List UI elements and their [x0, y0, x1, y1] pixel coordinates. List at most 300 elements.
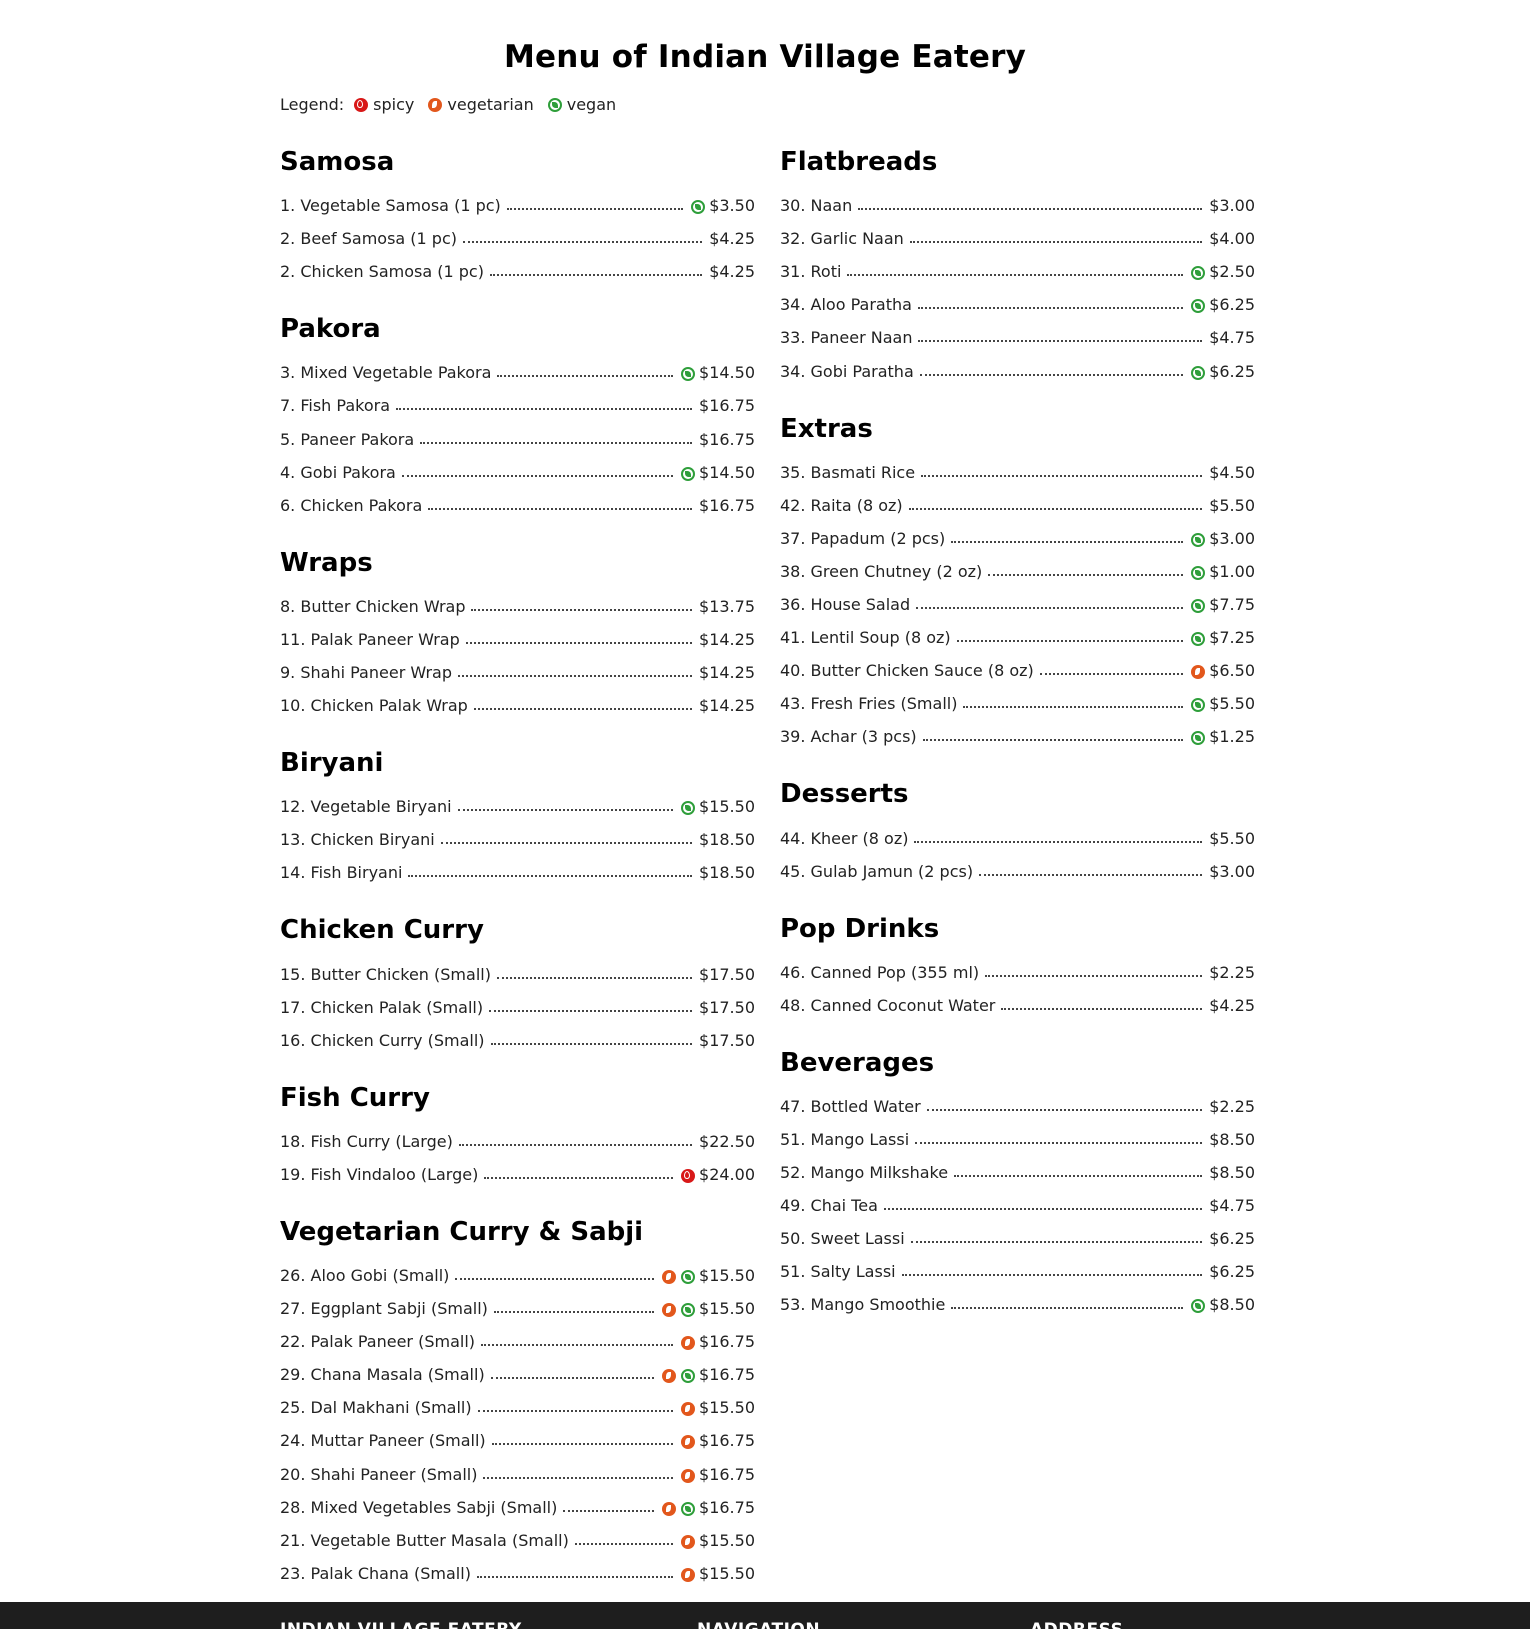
menu-item-name: 53. Mango Smoothie — [780, 1295, 946, 1315]
menu-item-name: 44. Kheer (8 oz) — [780, 828, 909, 848]
menu-section — [280, 913, 755, 1054]
menu-section — [780, 777, 1255, 885]
menu-item-price: $4.25 — [1209, 995, 1255, 1015]
menu-section — [780, 412, 1255, 752]
menu-item — [280, 1389, 755, 1422]
page-title: Menu of Indian Village Eatery — [503, 38, 1027, 75]
vegan-icon — [681, 1369, 695, 1383]
menu-item-name: 24. Muttar Paneer (Small) — [280, 1431, 486, 1451]
menu-item-name: 2. Beef Samosa (1 pc) — [280, 229, 457, 249]
menu-item — [780, 520, 1255, 553]
section-title: Wraps — [280, 547, 373, 578]
menu-item-price: $4.00 — [1209, 229, 1255, 249]
menu-item-price: $14.25 — [699, 696, 755, 716]
dot-leader — [858, 207, 1202, 210]
dot-leader — [920, 373, 1183, 376]
spicy-icon — [681, 1169, 695, 1183]
menu-item-price: $3.00 — [1209, 861, 1255, 881]
menu-item-price: $16.75 — [699, 1332, 755, 1352]
diet-icons — [1186, 731, 1205, 751]
menu-item — [780, 1253, 1255, 1286]
vegetarian-icon — [681, 1336, 695, 1350]
menu-item — [780, 319, 1255, 352]
menu-item-price: $4.75 — [1209, 328, 1255, 348]
menu-item-name: 19. Fish Vindaloo (Large) — [280, 1164, 479, 1184]
dot-leader — [497, 976, 692, 979]
diet-icons — [657, 1502, 695, 1522]
dot-leader — [927, 1108, 1203, 1111]
dot-leader — [575, 1542, 673, 1545]
menu-item-price: $4.50 — [1209, 462, 1255, 482]
dot-leader — [489, 1009, 692, 1012]
menu-item-price: $16.75 — [699, 495, 755, 515]
dot-leader — [884, 1207, 1202, 1210]
dot-leader — [563, 1509, 654, 1512]
menu-item-name: 15. Butter Chicken (Small) — [280, 964, 491, 984]
menu-item-name: 3. Mixed Vegetable Pakora — [280, 363, 492, 383]
dot-leader — [455, 1277, 654, 1280]
dot-leader — [463, 240, 702, 243]
dot-leader — [923, 738, 1184, 741]
dot-leader — [484, 1176, 673, 1179]
menu-column-left — [280, 145, 755, 1614]
section-title: Samosa — [280, 147, 395, 177]
dot-leader — [902, 1273, 1203, 1276]
menu-item — [780, 819, 1255, 852]
menu-item — [780, 1286, 1255, 1319]
menu-item-name: 39. Achar (3 pcs) — [780, 727, 917, 747]
menu-item-name: 31. Roti — [780, 262, 842, 282]
vegetarian-icon — [681, 1469, 695, 1483]
menu-item-price: $8.50 — [1209, 1163, 1255, 1183]
menu-section — [780, 145, 1255, 386]
menu-item-name: 22. Palak Paneer (Small) — [280, 1332, 476, 1352]
menu-item — [280, 354, 755, 387]
dot-leader — [491, 1376, 654, 1379]
vegan-icon — [681, 367, 695, 381]
dot-leader — [402, 474, 673, 477]
dot-leader — [963, 705, 1183, 708]
menu-item-name: 20. Shahi Paneer (Small) — [280, 1464, 478, 1484]
menu-item-name: 47. Bottled Water — [780, 1096, 921, 1116]
menu-item-name: 34. Gobi Paratha — [780, 361, 914, 381]
diet-icons — [676, 467, 695, 487]
menu-item — [280, 220, 755, 253]
menu-item-price: $7.75 — [1209, 595, 1255, 615]
menu-item-price: $3.00 — [1209, 196, 1255, 216]
menu-item-name: 27. Eggplant Sabji (Small) — [280, 1299, 488, 1319]
menu-item-price: $17.50 — [699, 997, 755, 1017]
menu-item-name: 48. Canned Coconut Water — [780, 995, 996, 1015]
legend-entry-label: vegan — [566, 95, 617, 114]
diet-icons — [676, 1535, 695, 1555]
menu-item-price: $16.75 — [699, 1431, 755, 1451]
diet-icons — [1186, 1299, 1205, 1319]
menu-item — [780, 253, 1255, 286]
menu-item — [280, 454, 755, 487]
menu-item — [280, 621, 755, 654]
vegan-icon — [1191, 1299, 1205, 1313]
vegan-icon — [1191, 731, 1205, 745]
dot-leader — [466, 641, 692, 644]
menu-item — [280, 1156, 755, 1189]
menu-item-price: $8.50 — [1209, 1129, 1255, 1149]
dot-leader — [918, 306, 1183, 309]
menu-item-price: $17.50 — [699, 1030, 755, 1050]
menu-item-price: $1.25 — [1209, 727, 1255, 747]
menu-item-price: $16.75 — [699, 1464, 755, 1484]
menu-item — [780, 1088, 1255, 1121]
vegan-icon — [681, 801, 695, 815]
menu-item — [780, 1154, 1255, 1187]
vegetarian-icon — [681, 1535, 695, 1549]
dot-leader — [918, 339, 1202, 342]
menu-item-price: $1.00 — [1209, 561, 1255, 581]
vegetarian-icon — [662, 1369, 676, 1383]
menu-item-name: 26. Aloo Gobi (Small) — [280, 1265, 450, 1285]
vegetarian-icon — [681, 1568, 695, 1582]
menu-item-name: 7. Fish Pakora — [280, 396, 390, 416]
section-title: Biryani — [280, 748, 384, 779]
section-title: Pop Drinks — [780, 913, 940, 944]
menu-item-name: 17. Chicken Palak (Small) — [280, 997, 484, 1017]
menu-item-price: $18.50 — [699, 863, 755, 883]
dot-leader — [441, 841, 692, 844]
menu-section — [280, 1081, 755, 1189]
menu-item-name: 11. Palak Paneer Wrap — [280, 629, 460, 649]
menu-item-name: 23. Palak Chana (Small) — [280, 1563, 471, 1583]
menu-item-name: 49. Chai Tea — [780, 1196, 878, 1216]
menu-item — [280, 420, 755, 453]
vegan-icon — [681, 1502, 695, 1516]
dot-leader — [491, 1042, 693, 1045]
menu-item — [280, 1455, 755, 1488]
menu-item-price: $18.50 — [699, 830, 755, 850]
diet-icons — [1186, 665, 1205, 685]
menu-item-price: $15.50 — [699, 1398, 755, 1418]
menu-item-price: $4.75 — [1209, 1196, 1255, 1216]
menu-item-price: $3.00 — [1209, 528, 1255, 548]
menu-item — [280, 253, 755, 286]
menu-item-price: $22.50 — [699, 1131, 755, 1151]
diet-icons — [1186, 533, 1205, 553]
dot-leader — [478, 1409, 673, 1412]
menu-item — [280, 1356, 755, 1389]
vegan-icon — [1191, 698, 1205, 712]
menu-section — [280, 746, 755, 887]
menu-item — [280, 1522, 755, 1555]
diet-icons — [676, 1568, 695, 1588]
menu-item-name: 42. Raita (8 oz) — [780, 495, 903, 515]
menu-item — [280, 387, 755, 420]
menu-item-price: $15.50 — [699, 1530, 755, 1550]
legend-entry-label: spicy — [373, 95, 415, 114]
dot-leader — [914, 840, 1202, 843]
vegan-icon — [1191, 632, 1205, 646]
vegetarian-icon — [662, 1502, 676, 1516]
diet-icons — [1186, 632, 1205, 652]
section-title: Fish Curry — [280, 1082, 430, 1113]
menu-item-name: 8. Butter Chicken Wrap — [280, 596, 466, 616]
menu-item-name: 34. Aloo Paratha — [780, 295, 912, 315]
footer-heading-brand: INDIAN VILLAGE EATERY — [280, 1620, 522, 1640]
dot-leader — [458, 674, 692, 677]
section-title: Chicken Curry — [280, 915, 484, 946]
diet-icons — [676, 801, 695, 821]
dot-leader — [954, 1174, 1202, 1177]
vegan-icon — [1191, 566, 1205, 580]
menu-item-name: 4. Gobi Pakora — [280, 462, 396, 482]
dot-leader — [985, 974, 1202, 977]
legend — [280, 95, 630, 114]
menu-item-price: $7.25 — [1209, 628, 1255, 648]
vegan-icon — [681, 467, 695, 481]
menu-item-price: $15.50 — [699, 797, 755, 817]
menu-item — [280, 654, 755, 687]
vegetarian-icon — [662, 1270, 676, 1284]
menu-section — [280, 1215, 755, 1588]
menu-item — [780, 553, 1255, 586]
dot-leader — [497, 374, 673, 377]
vegan-icon — [681, 1303, 695, 1317]
dot-leader — [408, 874, 692, 877]
menu-item — [780, 853, 1255, 886]
dot-leader — [490, 273, 702, 276]
menu-item-name: 12. Vegetable Biryani — [280, 797, 452, 817]
menu-section — [780, 1046, 1255, 1320]
menu-item-price: $2.50 — [1209, 262, 1255, 282]
menu-item — [780, 586, 1255, 619]
menu-item-name: 35. Basmati Rice — [780, 462, 916, 482]
menu-item-name: 52. Mango Milkshake — [780, 1163, 949, 1183]
dot-leader — [911, 1240, 1203, 1243]
vegetarian-icon — [662, 1303, 676, 1317]
dot-leader — [396, 407, 692, 410]
menu-item-name: 14. Fish Biryani — [280, 863, 403, 883]
menu-item-name: 21. Vegetable Butter Masala (Small) — [280, 1530, 569, 1550]
menu-item — [280, 588, 755, 621]
menu-item-name: 28. Mixed Vegetables Sabji (Small) — [280, 1497, 558, 1517]
menu-item-price: $14.25 — [699, 629, 755, 649]
menu-item-price: $16.75 — [699, 429, 755, 449]
dot-leader — [507, 207, 683, 210]
menu-section — [280, 546, 755, 720]
menu-item — [780, 286, 1255, 319]
dot-leader — [951, 540, 1183, 543]
menu-item-name: 46. Canned Pop (355 ml) — [780, 962, 980, 982]
dot-leader — [915, 1141, 1202, 1144]
menu-item — [780, 220, 1255, 253]
dot-leader — [420, 441, 692, 444]
diet-icons — [676, 1402, 695, 1422]
menu-item — [280, 1123, 755, 1156]
menu-item-price: $2.25 — [1209, 1096, 1255, 1116]
menu-item — [280, 187, 755, 220]
section-title: Flatbreads — [780, 147, 938, 177]
dot-leader — [1001, 1007, 1202, 1010]
dot-leader — [921, 474, 1202, 477]
diet-icons — [1186, 599, 1205, 619]
menu-item-name: 18. Fish Curry (Large) — [280, 1131, 453, 1151]
vegan-icon — [1191, 599, 1205, 613]
menu-item-name: 37. Papadum (2 pcs) — [780, 528, 946, 548]
menu-section — [780, 912, 1255, 1020]
menu-item-name: 45. Gulab Jamun (2 pcs) — [780, 861, 974, 881]
menu-item — [280, 989, 755, 1022]
menu-item-price: $15.50 — [699, 1299, 755, 1319]
menu-item-name: 40. Butter Chicken Sauce (8 oz) — [780, 661, 1034, 681]
vegetarian-icon — [681, 1402, 695, 1416]
menu-item — [280, 821, 755, 854]
dot-leader — [847, 273, 1183, 276]
site-footer — [0, 1602, 1530, 1640]
section-title: Pakora — [280, 314, 381, 345]
dot-leader — [988, 573, 1183, 576]
vegetarian-icon — [681, 1435, 695, 1449]
section-title: Extras — [780, 413, 873, 444]
vegan-icon — [691, 200, 705, 214]
dot-leader — [471, 608, 692, 611]
menu-item-price: $16.75 — [699, 396, 755, 416]
menu-item-name: 6. Chicken Pakora — [280, 495, 423, 515]
dot-leader — [459, 1143, 692, 1146]
menu-item-name: 9. Shahi Paneer Wrap — [280, 663, 452, 683]
vegan-icon — [1191, 533, 1205, 547]
footer-heading-navigation: NAVIGATION — [697, 1620, 821, 1640]
menu-item-price: $24.00 — [699, 1164, 755, 1184]
diet-icons — [676, 1469, 695, 1489]
menu-item — [280, 1422, 755, 1455]
vegan-icon — [681, 1270, 695, 1284]
menu-item — [280, 1555, 755, 1588]
menu-item-name: 43. Fresh Fries (Small) — [780, 694, 958, 714]
menu-item-name: 33. Paneer Naan — [780, 328, 913, 348]
dot-leader — [474, 707, 692, 710]
menu-item-price: $6.25 — [1209, 1262, 1255, 1282]
menu-item-price: $14.25 — [699, 663, 755, 683]
dot-leader — [1040, 672, 1183, 675]
menu-item — [280, 955, 755, 988]
menu-section — [280, 145, 755, 286]
dot-leader — [428, 507, 692, 510]
dot-leader — [494, 1310, 654, 1313]
menu-item-name: 10. Chicken Palak Wrap — [280, 696, 468, 716]
dot-leader — [477, 1575, 673, 1578]
diet-icons — [1186, 566, 1205, 586]
diet-icons — [657, 1303, 695, 1323]
vegetarian-icon — [1191, 665, 1205, 679]
menu-item — [280, 1489, 755, 1522]
menu-item — [780, 487, 1255, 520]
menu-item-name: 38. Green Chutney (2 oz) — [780, 561, 983, 581]
menu-item — [780, 685, 1255, 718]
diet-icons — [1186, 366, 1205, 386]
menu-item-price: $16.75 — [699, 1497, 755, 1517]
diet-icons — [676, 1435, 695, 1455]
menu-item-price: $4.25 — [709, 262, 755, 282]
menu-item-price: $5.50 — [1209, 828, 1255, 848]
menu-item-price: $15.50 — [699, 1563, 755, 1583]
menu-item — [280, 1290, 755, 1323]
menu-item-name: 25. Dal Makhani (Small) — [280, 1398, 472, 1418]
section-title: Desserts — [780, 779, 909, 810]
menu-item — [780, 954, 1255, 987]
legend-entry-spicy — [354, 95, 414, 114]
dot-leader — [979, 873, 1202, 876]
menu-item-name: 50. Sweet Lassi — [780, 1229, 905, 1249]
menu-item-price: $6.25 — [1209, 361, 1255, 381]
menu-item-name: 51. Salty Lassi — [780, 1262, 896, 1282]
menu-item — [780, 1187, 1255, 1220]
diet-icons — [1186, 266, 1205, 286]
menu-item-price: $4.25 — [709, 229, 755, 249]
menu-item — [280, 1323, 755, 1356]
menu-item — [780, 1220, 1255, 1253]
menu-item-price: $6.25 — [1209, 1229, 1255, 1249]
diet-icons — [676, 1169, 695, 1189]
diet-icons — [1186, 698, 1205, 718]
menu-item — [780, 718, 1255, 751]
diet-icons — [676, 367, 695, 387]
menu-item — [780, 187, 1255, 220]
menu-item-name: 36. House Salad — [780, 595, 911, 615]
section-title: Beverages — [780, 1047, 935, 1078]
menu-item-price: $5.50 — [1209, 495, 1255, 515]
vegetarian-icon — [428, 98, 442, 112]
vegan-icon — [1191, 366, 1205, 380]
legend-entry-label: vegetarian — [447, 95, 534, 114]
menu-item-price: $15.50 — [699, 1265, 755, 1285]
menu-item-price: $13.75 — [699, 596, 755, 616]
menu-item — [780, 352, 1255, 385]
vegan-icon — [548, 98, 562, 112]
spicy-icon — [354, 98, 368, 112]
menu-item-name: 1. Vegetable Samosa (1 pc) — [280, 196, 501, 216]
menu-item-price: $6.50 — [1209, 661, 1255, 681]
menu-item — [280, 788, 755, 821]
dot-leader — [957, 639, 1184, 642]
menu-item-price: $5.50 — [1209, 694, 1255, 714]
menu-item-name: 41. Lentil Soup (8 oz) — [780, 628, 951, 648]
menu-item-price: $6.25 — [1209, 295, 1255, 315]
menu-item-price: $16.75 — [699, 1365, 755, 1385]
legend-label: Legend: — [280, 95, 345, 114]
diet-icons — [1186, 299, 1205, 319]
dot-leader — [483, 1476, 673, 1479]
menu-item-name: 29. Chana Masala (Small) — [280, 1365, 485, 1385]
legend-entry-vegetarian — [428, 95, 533, 114]
menu-item — [280, 1257, 755, 1290]
dot-leader — [481, 1343, 673, 1346]
diet-icons — [686, 200, 705, 220]
menu-item-name: 30. Naan — [780, 196, 853, 216]
menu-item — [280, 854, 755, 887]
dot-leader — [951, 1306, 1183, 1309]
section-title: Vegetarian Curry & Sabji — [280, 1216, 644, 1247]
diet-icons — [676, 1336, 695, 1356]
menu-column-right — [780, 145, 1255, 1345]
menu-item-price: $8.50 — [1209, 1295, 1255, 1315]
dot-leader — [910, 240, 1202, 243]
menu-item — [280, 687, 755, 720]
vegan-icon — [1191, 266, 1205, 280]
menu-item-name: 2. Chicken Samosa (1 pc) — [280, 262, 484, 282]
menu-item-price: $14.50 — [699, 462, 755, 482]
menu-item — [780, 652, 1255, 685]
diet-icons — [657, 1369, 695, 1389]
menu-item — [780, 454, 1255, 487]
menu-item — [780, 1121, 1255, 1154]
